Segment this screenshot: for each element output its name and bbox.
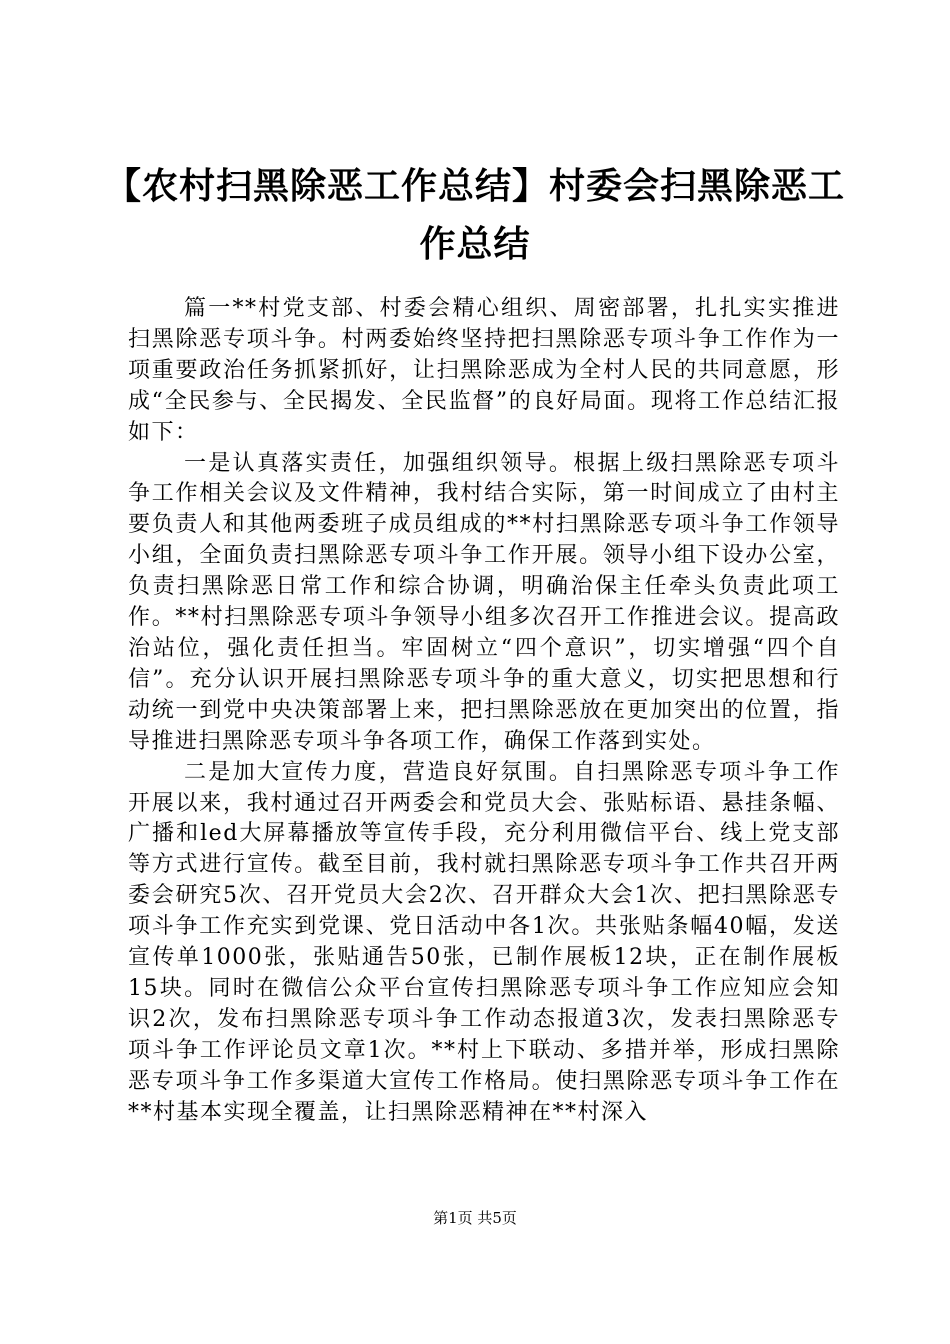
page-number-footer: 第1页 共5页 — [433, 1209, 517, 1227]
document-title: 【农村扫黑除恶工作总结】村委会扫黑除恶工作总结 — [104, 166, 845, 265]
paragraph-publicity: 二是加大宣传力度，营造良好氛围。自扫黑除恶专项斗争工作开展以来，我村通过召开两委会和党员大会、张贴标语、悬挂条幅、广播和led大屏幕播放等宣传手段，充分利用微信平台、线上党支部等方式进行宣传。截至目前，我村就扫黑除恶专项斗争工作共召开两委会研究5次、召开党员大会2次、召开群众大会1次、把扫黑除恶专项斗争工作充实到党课、党日活动中各1次。共张贴条幅40幅，发送宣传单1000张，张贴通告50张，已制作展板12块，正在制作展板15块。同时在微信公众平台宣传扫黑除恶专项斗争工作应知应会知识2次，发布扫黑除恶专项斗争工作动态报道3次，发表扫黑除恶专项斗争工作评论员文章1次。**村上下联动、多措并举，形成扫黑除恶专项斗争工作多渠道大宣传工作格局。使扫黑除恶专项斗争工作在**村基本实现全覆盖，让扫黑除恶精神在**村深入 — [128, 759, 840, 1125]
paragraph-intro: 篇一**村党支部、村委会精心组织、周密部署，扎扎实实推进扫黑除恶专项斗争。村两委始终坚持把扫黑除恶专项斗争工作作为一项重要政治任务抓紧抓好，让扫黑除恶成为全村人民的共同意愿，形成“全民参与、全民揭发、全民监督”的良好局面。现将工作总结汇报如下： — [128, 296, 840, 445]
document-body — [128, 294, 840, 1128]
paragraph-responsibility: 一是认真落实责任，加强组织领导。根据上级扫黑除恶专项斗争工作相关会议及文件精神，我村结合实际，第一时间成立了由村主要负责人和其他两委班子成员组成的**村扫黑除恶专项斗争工作领导小组，全面负责扫黑除恶专项斗争工作开展。领导小组下设办公室，负责扫黑除恶日常工作和综合协调，明确治保主任牵头负责此项工作。**村扫黑除恶专项斗争领导小组多次召开工作推进会议。提高政治站位，强化责任担当。牢固树立“四个意识”，切实增强“四个自信”。充分认识开展扫黑除恶专项斗争的重大意义，切实把思想和行动统一到党中央决策部署上来，把扫黑除恶放在更加突出的位置，指导推进扫黑除恶专项斗争各项工作，确保工作落到实处。 — [128, 450, 840, 754]
